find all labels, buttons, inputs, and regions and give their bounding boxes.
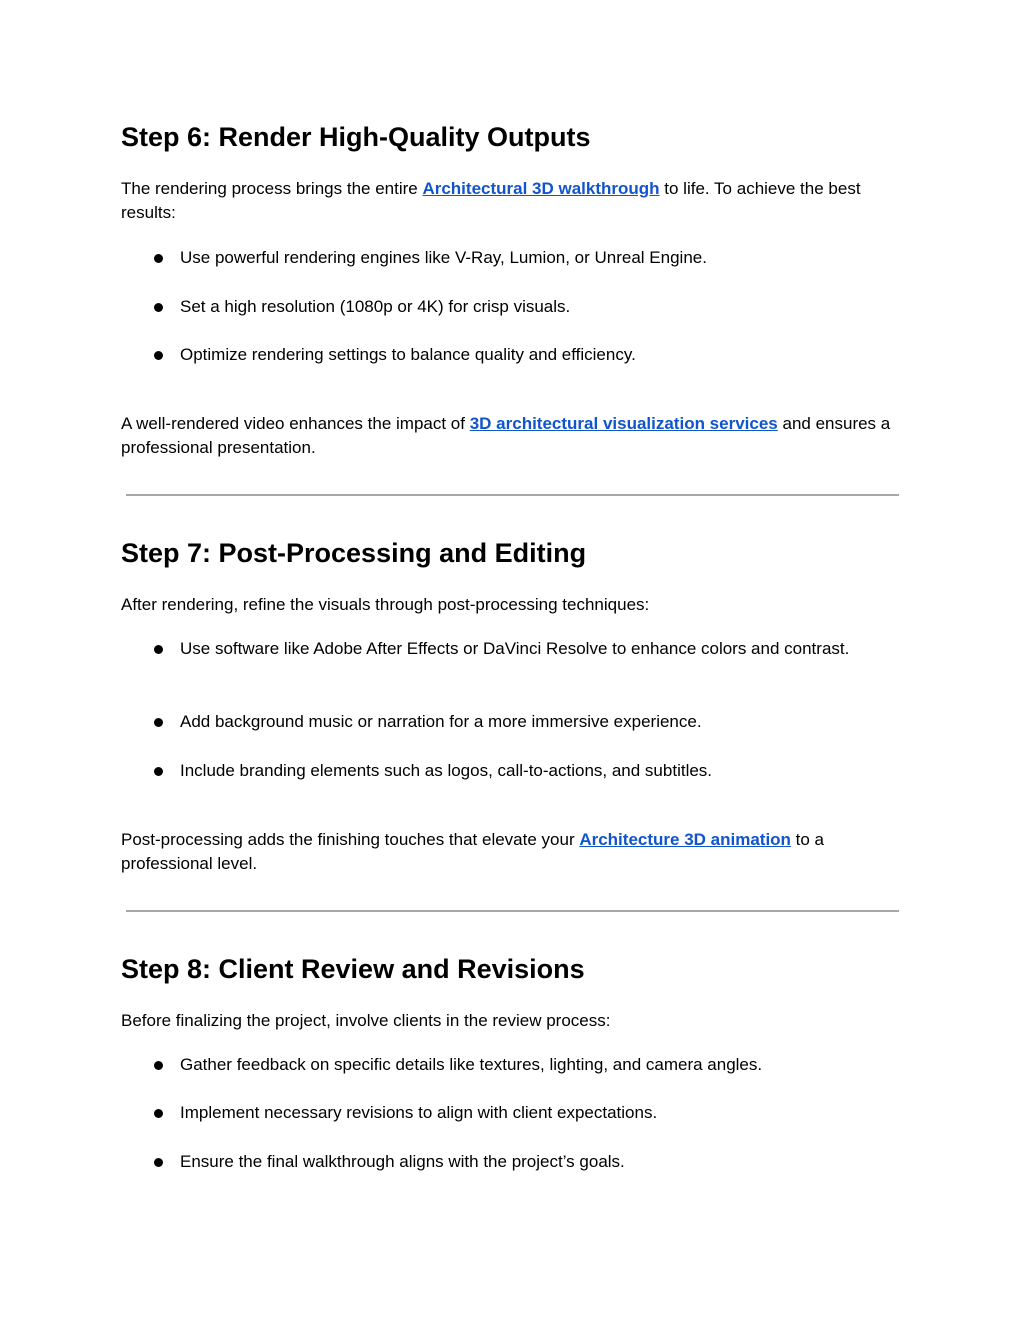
horizontal-divider (126, 494, 899, 496)
step7-closing-text-after: to a professional level. (121, 830, 825, 873)
list-item (121, 1150, 901, 1174)
step6-closing (121, 412, 901, 460)
list-item-text: Implement necessary revisions to align with client expectations. (180, 1103, 658, 1122)
architecture-3d-animation-link[interactable]: Architecture 3D animation (579, 830, 791, 849)
list-item-text: Include branding elements such as logos, call-to-actions, and subtitles. (180, 761, 713, 780)
bullet-icon (154, 1061, 163, 1070)
step6-closing-text-before: A well-rendered video enhances the impact of (121, 414, 470, 433)
list-item (121, 637, 901, 661)
list-item-text: Optimize rendering settings to balance quality and efficiency. (180, 345, 636, 364)
list-item (121, 759, 901, 783)
list-item-text: Add background music or narration for a more immersive experience. (180, 712, 702, 731)
step8-intro: Before finalizing the project, involve clients in the review process: (121, 1011, 611, 1030)
step8-bullet-list (121, 1101, 901, 1125)
step6-bullet-list (121, 343, 901, 367)
bullet-icon (154, 254, 163, 263)
step6-intro-text-after: to life. To achieve the best results: (121, 179, 861, 222)
list-item (121, 295, 901, 319)
list-item (121, 343, 901, 367)
bullet-icon (154, 303, 163, 312)
step6-closing-text-after: and ensures a professional presentation. (121, 414, 891, 457)
bullet-icon (154, 718, 163, 727)
list-item-text: Use software like Adobe After Effects or DaVinci Resolve to enhance colors and contrast. (180, 639, 850, 658)
bullet-icon (154, 1158, 163, 1167)
step7-bullet-list (121, 637, 901, 661)
list-item-text: Set a high resolution (1080p or 4K) for crisp visuals. (180, 297, 571, 316)
step8-heading: Step 8: Client Review and Revisions (121, 954, 585, 984)
step6-intro (121, 177, 901, 225)
architectural-3d-walkthrough-link[interactable]: Architectural 3D walkthrough (422, 179, 660, 198)
3d-architectural-visualization-services-link[interactable]: 3D architectural visualization services (469, 414, 778, 433)
step6-bullet-list (121, 295, 901, 319)
step7-closing (121, 828, 901, 876)
step7-closing-text-before: Post-processing adds the finishing touches that elevate your (121, 830, 580, 849)
list-item (121, 1053, 901, 1077)
step7-heading: Step 7: Post-Processing and Editing (121, 538, 587, 568)
step8-bullet-list (121, 1150, 901, 1174)
bullet-icon (154, 351, 163, 360)
list-item (121, 246, 901, 270)
step8-bullet-list (121, 1053, 901, 1077)
horizontal-divider (126, 910, 899, 912)
list-item-text: Ensure the final walkthrough aligns with the project’s goals. (180, 1152, 625, 1171)
bullet-icon (154, 1109, 163, 1118)
step7-bullet-list (121, 759, 901, 783)
bullet-icon (154, 645, 163, 654)
step6-heading: Step 6: Render High-Quality Outputs (121, 122, 591, 152)
list-item-text: Gather feedback on specific details like textures, lighting, and camera angles. (180, 1055, 763, 1074)
list-item (121, 1101, 901, 1125)
list-item (121, 710, 901, 734)
step6-intro-text-before: The rendering process brings the entire (121, 179, 423, 198)
step7-intro: After rendering, refine the visuals through post-processing techniques: (121, 595, 650, 614)
step6-bullet-list (121, 246, 901, 270)
list-item-text: Use powerful rendering engines like V-Ray, Lumion, or Unreal Engine. (180, 248, 707, 267)
bullet-icon (154, 767, 163, 776)
step7-bullet-list (121, 710, 901, 734)
